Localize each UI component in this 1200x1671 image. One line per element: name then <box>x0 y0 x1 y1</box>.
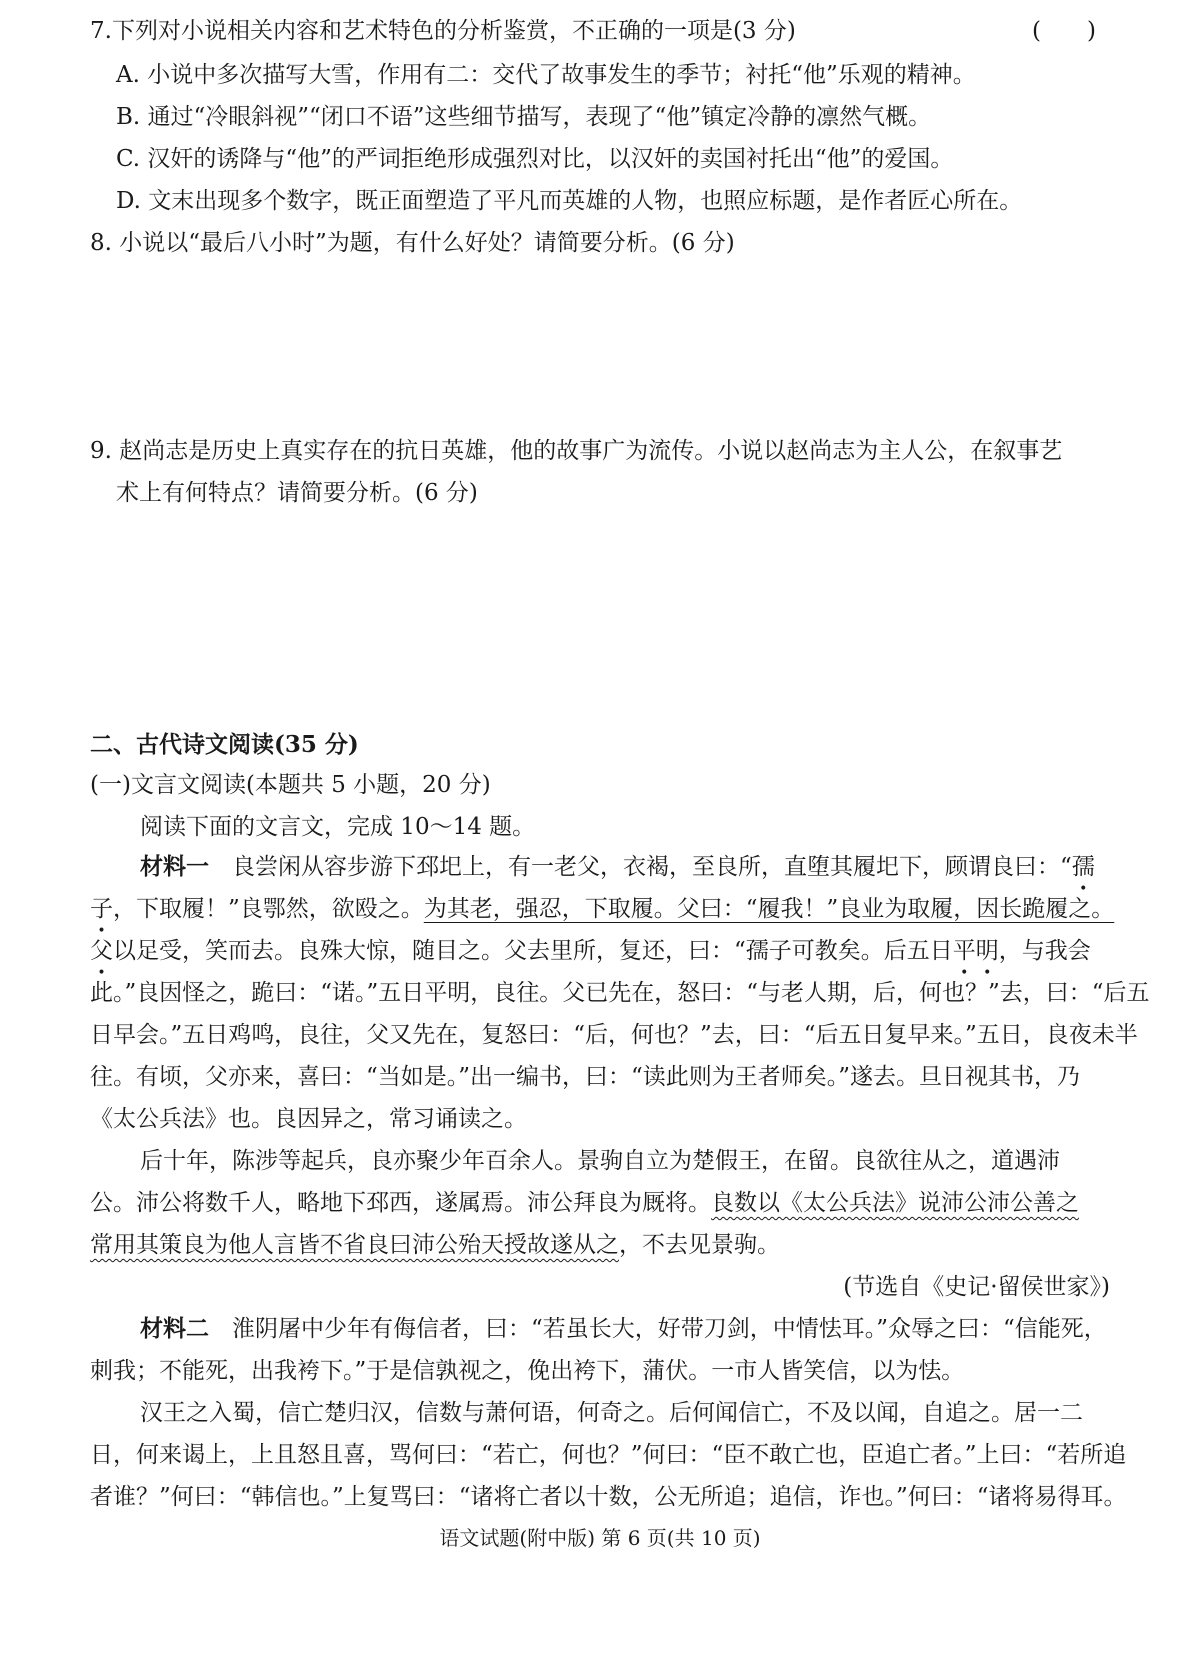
underlined-sentence: 为其老，强忍，下取履。父曰：“履我！”良业为取履，因长跪履之。 <box>423 896 1115 922</box>
q7-option-a: A. 小说中多次描写大雪，作用有二：交代了故事发生的季节；衬托“他”乐观的精神。 <box>116 62 976 88</box>
material1-line3: 父以足受，笑而去。良殊大惊，随目之。父去里所，复还，曰：“孺子可教矣。后五日平明，与我会 <box>90 938 1091 964</box>
emphasis-char: 父 <box>90 938 113 964</box>
material1-line5: 日早会。”五日鸡鸣，良往，父又先在，复怒曰：“后，何也？”去，曰：“后五日复早来。”五日，良夜未半 <box>90 1022 1138 1048</box>
q7-stem: 7.下列对小说相关内容和艺术特色的分析鉴赏，不正确的一项是(3 分) <box>90 18 796 44</box>
material1-line7: 《太公兵法》也。良因异之，常习诵读之。 <box>90 1106 527 1132</box>
reading-instruction: 阅读下面的文言文，完成 10～14 题。 <box>140 814 536 840</box>
q9-stem-line2: 术上有何特点？请简要分析。(6 分) <box>116 480 478 506</box>
emphasis-char: 平 <box>952 938 976 964</box>
material2-line1: 材料二 淮阴屠中少年有侮信者，曰：“若虽长大，好带刀剑，中情怯耳。”众辱之曰：“信能死， <box>140 1315 1107 1342</box>
answer-bracket: ( ) <box>1032 18 1096 44</box>
material1-source: (节选自《史记·留侯世家》) <box>843 1274 1110 1300</box>
wavy-underlined-sentence: 良数以《太公兵法》说沛公沛公善之 <box>711 1190 1079 1216</box>
material2-line2: 刺我；不能死，出我袴下。”于是信孰视之，俛出袴下，蒲伏。一市人皆笑信，以为怯。 <box>90 1358 965 1384</box>
section-title: 二、古代诗文阅读(35 分) <box>90 731 359 758</box>
material1-line6: 往。有顷，父亦来，喜曰：“当如是。”出一编书，曰：“读此则为王者师矣。”遂去。旦日视其书，乃 <box>90 1064 1081 1090</box>
material1-label: 材料一 <box>140 853 209 880</box>
q7-option-c: C. 汉奸的诱降与“他”的严词拒绝形成强烈对比，以汉奸的卖国衬托出“他”的爱国。 <box>116 146 954 172</box>
material2-label: 材料二 <box>140 1315 209 1342</box>
material1-line4: 此。”良因怪之，跪曰：“诺。”五日平明，良往。父已先在，怒曰：“与老人期，后，何也？”去，曰：“后五 <box>90 980 1150 1006</box>
q7-option-d: D. 文末出现多个数字，既正面塑造了平凡而英雄的人物，也照应标题，是作者匠心所在。 <box>116 188 1023 214</box>
material2-p2-line3: 者谁？”何曰：“韩信也。”上复骂曰：“诸将亡者以十数，公无所追；追信，诈也。”何曰：“诸将易得耳。 <box>90 1484 1127 1510</box>
q7-option-b: B. 通过“冷眼斜视”“闭口不语”这些细节描写，表现了“他”镇定冷静的凛然气概。 <box>116 104 932 130</box>
emphasis-char: 孺 <box>1071 854 1095 880</box>
q9-stem-line1: 9. 赵尚志是历史上真实存在的抗日英雄，他的故事广为流传。小说以赵尚志为主人公，在叙事艺 <box>90 438 1063 464</box>
emphasis-char: 明 <box>975 938 999 964</box>
q8-stem: 8. 小说以“最后八小时”为题，有什么好处？请简要分析。(6 分) <box>90 230 735 256</box>
material2-p2-line1: 汉王之入蜀，信亡楚归汉，信数与萧何语，何奇之。后何闻信亡，不及以闻，自追之。居一二 <box>140 1400 1083 1426</box>
material1-p2-line2: 公。沛公将数千人，略地下邳西，遂属焉。沛公拜良为厩将。良数以《太公兵法》说沛公沛公善之 <box>90 1190 1079 1216</box>
subsection-title: (一)文言文阅读(本题共 5 小题，20 分) <box>90 772 491 798</box>
page-footer: 语文试题(附中版) 第 6 页(共 10 页) <box>439 1526 761 1550</box>
material1-line2: 子，下取履！”良鄂然，欲殴之。为其老，强忍，下取履。父曰：“履我！”良业为取履，因长跪履之。 <box>90 896 1115 922</box>
emphasis-char: 子 <box>90 896 113 922</box>
wavy-underlined-sentence: 常用其策良为他人言皆不省良曰沛公殆天授故遂从之 <box>90 1232 619 1258</box>
material1-line1: 材料一 良尝闲从容步游下邳圯上，有一老父，衣褐，至良所，直堕其履圯下，顾谓良曰：“孺 <box>140 853 1095 880</box>
material1-p2-line1: 后十年，陈涉等起兵，良亦聚少年百余人。景驹自立为楚假王，在留。良欲往从之，道遇沛 <box>140 1148 1060 1174</box>
material2-p2-line2: 日，何来谒上，上且怒且喜，骂何曰：“若亡，何也？”何曰：“臣不敢亡也，臣追亡者。”上曰：“若所追 <box>90 1442 1127 1468</box>
material1-p2-line3: 常用其策良为他人言皆不省良曰沛公殆天授故遂从之，不去见景驹。 <box>90 1232 780 1258</box>
